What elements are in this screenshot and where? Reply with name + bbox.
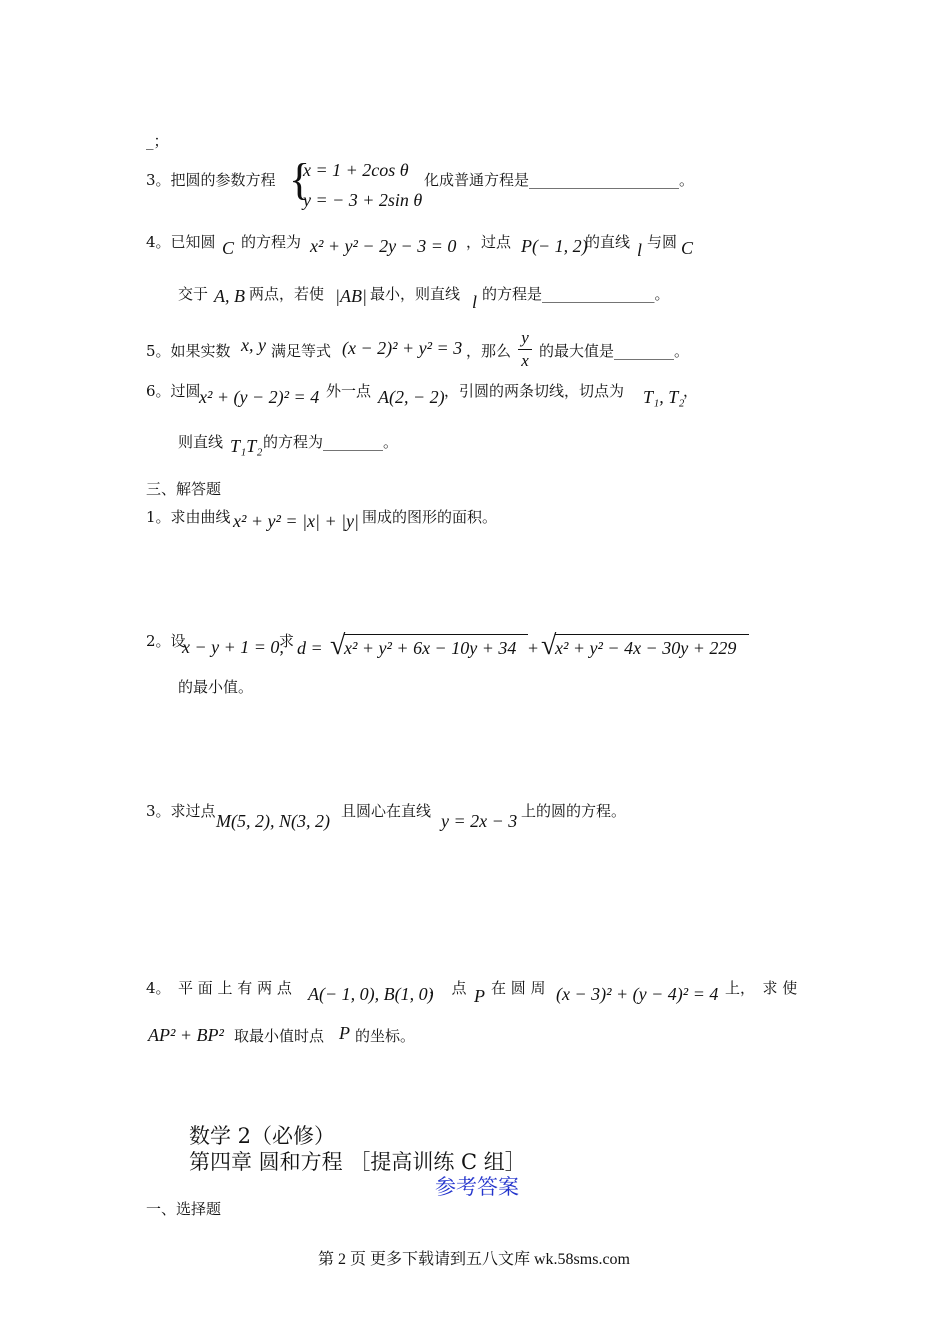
p1-equation: x² + y² = |x| + |y| [233, 511, 359, 531]
p2-condition: x − y + 1 = 0, [182, 637, 284, 657]
section-3-heading: 三、解答题 [146, 480, 222, 498]
q6-tangent-points: T₁, T₂ [643, 387, 685, 407]
p4-text-b: 平 面 上 有 两 点 [178, 979, 292, 997]
q4-circle-c2: C [681, 238, 694, 258]
q4-text-i: 的方程是_______________。 [482, 285, 670, 303]
q5-fraction [518, 328, 532, 371]
sqrt-bar-1 [344, 634, 528, 635]
p4-number: 4。 [146, 979, 171, 997]
p4-expression: AP² + BP² [148, 1025, 224, 1045]
p1-text-a: 1。求由曲线 [146, 508, 231, 526]
q6-point-a: A(2, − 2) [378, 387, 445, 407]
q5-numerator: y [521, 328, 529, 347]
q4-text-c: ，过点 [466, 233, 512, 251]
q3-eq1: x = 1 + 2cos θ [303, 160, 409, 180]
p3-text-b: 且圆心在直线 [341, 802, 432, 820]
q3-eq2: y = − 3 + 2sin θ [303, 190, 423, 210]
q6-text-a: 6。过圆 [146, 382, 201, 400]
p4-circle: (x − 3)² + (y − 4)² = 4 [556, 984, 719, 1004]
q5-text-b: 满足等式 [271, 342, 332, 360]
q4-equation: x² + y² − 2y − 3 = 0 [310, 236, 457, 256]
p4-point-p2: P [339, 1023, 350, 1043]
q4-ab-abs: |AB| [335, 286, 367, 306]
q4-line-l: l [637, 240, 643, 260]
q6-equation: x² + (y − 2)² = 4 [199, 387, 320, 407]
q6-text-f: 的方程为________。 [263, 433, 399, 451]
p3-text-a: 3。求过点 [146, 802, 216, 820]
p2-text-b: 求 [279, 632, 295, 650]
q4-text-b: 的方程为 [241, 233, 302, 251]
q6-text-d: ， [683, 382, 699, 400]
p4-point-p: P [474, 986, 485, 1006]
p4-text-e: 上， 求 使 [725, 979, 798, 997]
answer-section-1: 一、选择题 [146, 1200, 222, 1218]
q4-text-f: 交于 [178, 285, 209, 303]
q4-points-ab: A, B [214, 286, 245, 306]
p4-text-f: 取最小值时点 [234, 1027, 325, 1045]
page-footer: 第 2 页 更多下载请到五八文库 wk.58sms.com [318, 1251, 631, 1268]
sqrt-sign-1: √ [330, 630, 346, 661]
q5-denominator: x [521, 351, 529, 370]
answer-title-chapter: 第四章 圆和方程 ［提高训练 C 组］ [189, 1150, 526, 1174]
q6-text-e: 则直线 [178, 433, 224, 451]
p3-points: M(5, 2), N(3, 2) [216, 811, 330, 831]
q6-text-c: ，引圆的两条切线，切点为 [444, 382, 625, 400]
q5-text-d: 的最大值是________。 [539, 342, 690, 360]
q4-line-l2: l [472, 292, 478, 312]
p2-text-c: 的最小值。 [178, 678, 254, 696]
p4-text-d: 在 圆 周 [491, 979, 546, 997]
p2-radicand-2: x² + y² − 4x − 30y + 229 [555, 638, 737, 658]
q5-equation: (x − 2)² + y² = 3 [342, 338, 463, 358]
fraction-bar [518, 349, 532, 350]
q4-point-p: P(− 1, 2) [521, 236, 588, 256]
p2-radicand-1: x² + y² + 6x − 10y + 34 [344, 638, 517, 658]
p4-text-c: ， 点 [429, 979, 467, 997]
q4-circle-c: C [222, 238, 235, 258]
p2-plus: + [528, 638, 539, 658]
q6-line-t1t2: T₁T₂ [230, 436, 263, 456]
sqrt-sign-2: √ [541, 630, 557, 661]
p4-text-g: 的坐标。 [355, 1027, 416, 1045]
q3-suffix: 化成普通方程是____________________。 [424, 171, 695, 189]
q4-text-a: 4。已知圆 [146, 233, 216, 251]
q3-brace: { [289, 155, 311, 204]
p4-points: A(− 1, 0), B(1, 0) [308, 984, 434, 1004]
q4-text-d: 的直线 [585, 233, 631, 251]
q4-text-g: 两点，若使 [249, 285, 325, 303]
q5-text-a: 5。如果实数 [146, 342, 231, 360]
p1-text-b: 围成的图形的面积。 [362, 508, 498, 526]
q4-text-e: 与圆 [647, 233, 678, 251]
q6-text-b: 外一点 [326, 382, 372, 400]
p2-d-equals: d = [297, 638, 323, 658]
p3-text-c: 上的圆的方程。 [521, 802, 627, 820]
answer-reference-heading: 参考答案 [435, 1175, 519, 1199]
top-mark: _； [146, 132, 169, 150]
q4-text-h: 最小，则直线 [370, 285, 461, 303]
sqrt-bar-2 [555, 634, 749, 635]
q5-xy: x, y [241, 335, 266, 355]
p3-line: y = 2x − 3 [441, 811, 518, 831]
q3-prefix: 3。把圆的参数方程 [146, 171, 276, 189]
p2-text-a: 2。设 [146, 632, 186, 650]
q5-text-c: ，那么 [466, 342, 512, 360]
answer-title-book: 数学 2（必修） [189, 1124, 336, 1148]
